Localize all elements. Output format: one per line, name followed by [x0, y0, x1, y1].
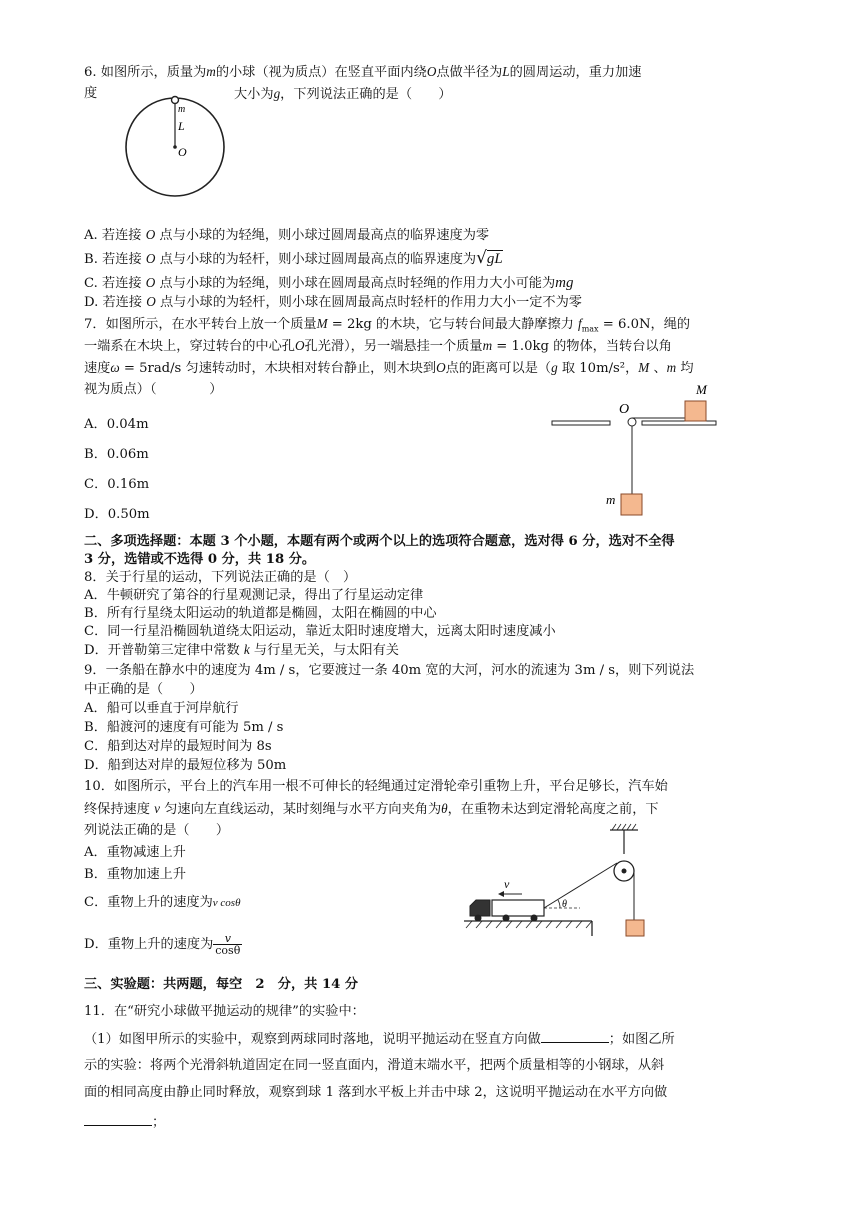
fig-label-M: M [696, 382, 707, 397]
q8-option-d: D．开普勒第三定律中常数 k 与行星无关，与太阳有关 [84, 642, 399, 658]
q11-part1-line1: （1）如图甲所示的实验中，观察到两球同时落地，说明平抛运动在竖直方向做 ；如图乙所 [84, 1032, 675, 1047]
hole-pulley [628, 418, 636, 426]
q10-option-b: B．重物加速上升 [84, 867, 187, 882]
q6-circle-figure [110, 92, 250, 202]
q11-stem: 11．在“研究小球做平抛运动的规律”的实验中： [84, 1004, 365, 1019]
table-left [552, 421, 610, 425]
q7-option-a: A．0.04m [84, 417, 149, 432]
answer-blank[interactable] [84, 1113, 152, 1126]
q7-option-d: D．0.50m [84, 507, 150, 522]
fig-label-O: O [619, 402, 630, 417]
q9-stem-line1: 9．一条船在静水中的速度为 4m / s，它要渡过一条 40m 宽的大河，河水的流速为 3m / s，则下列说法 [84, 663, 695, 678]
q11-part1-line3: 面的相同高度由静止同时释放，观察到球 1 落到水平板上并击中球 2，这说明平抛运动在水平方向做 [84, 1085, 668, 1100]
q7-stem-line3: 速度ω = 5rad/s 匀速转动时，木块相对转台静止，则木块到O点的距离可以是（g 取 10m/s²，M 、m 均 [84, 360, 694, 376]
velocity-arrowhead [498, 891, 504, 897]
fig-label-theta: θ [562, 899, 567, 910]
q10-stem-line1: 10．如图所示，平台上的汽车用一根不可伸长的轻绳通过定滑轮牵引重物上升，平台足够长，汽车始 [84, 779, 668, 794]
sqrt-sign: √ [476, 248, 487, 268]
platform-hatch [466, 921, 592, 928]
q10-stem-line3: 列说法正确的是（ ） [84, 823, 230, 838]
q9-option-a: A．船可以垂直于河岸航行 [84, 701, 239, 716]
ceiling-hatch [612, 824, 636, 830]
q9-option-c: C．船到达对岸的最短时间为 8s [84, 739, 272, 754]
angle-arc [558, 900, 560, 908]
q7-stem-line4: 视为质点）（ ） [84, 382, 223, 397]
weight-block [626, 920, 644, 936]
q6-stem-line2a: 度 [84, 86, 98, 101]
q9-option-d: D．船到达对岸的最短位移为 50m [84, 758, 287, 773]
wheel-1 [475, 915, 482, 922]
q7-stem-line1: 7．如图所示，在水平转台上放一个质量M = 2kg 的木块，它与转台间最大静摩擦力 $f_{max} = 6.0N$，绳的 [84, 316, 691, 334]
q10-truck-pulley-figure [462, 818, 642, 938]
truck-cab [470, 900, 490, 916]
q11-part1-line4: ； [84, 1113, 165, 1132]
fig-label-v: v [504, 877, 510, 891]
q8-option-a: A．牛顿研究了第谷的行星观测记录，得出了行星运动定律 [84, 588, 424, 603]
q11-part1-line2: 示的实验：将两个光滑斜轨道固定在同一竖直面内，滑道末端水平，把两个质量相等的小钢球，从斜 [84, 1058, 665, 1073]
fig-label-m: m [178, 104, 186, 115]
q6-stem-line2b: 大小为g，下列说法正确的是（ ） [234, 86, 452, 102]
q6-stem-line1: 6. 如图所示，质量为m的小球（视为质点）在竖直平面内绕O点做半径为L的圆周运动，重力加速 [84, 64, 642, 80]
wheel-2 [503, 915, 510, 922]
q6-option-c: C. 若连接 O 点与小球的为轻绳，则小球在圆周最高点时轻绳的作用力大小可能为mg [84, 275, 574, 291]
fig-label-L: L [178, 119, 185, 133]
section2-heading-line2: 3 分，选错或不选得 0 分，共 18 分。 [84, 552, 316, 567]
q9-option-b: B．船渡河的速度有可能为 5m / s [84, 720, 284, 735]
q8-stem: 8．关于行星的运动，下列说法正确的是（ ） [84, 570, 357, 585]
q6-option-a: A. 若连接 O 点与小球的为轻绳，则小球过圆周最高点的临界速度为零 [84, 227, 490, 243]
q8-option-c: C．同一行星沿椭圆轨道绕太阳运动，靠近太阳时速度增大，远离太阳时速度减小 [84, 624, 556, 639]
truck-trailer [492, 900, 544, 916]
fig-label-O: O [178, 145, 187, 159]
q7-option-b: B．0.06m [84, 447, 149, 462]
table-right [642, 421, 716, 425]
q10-option-d: D．重物上升的速度为 $\frac{v}{\cos\theta}$ [84, 932, 241, 957]
q9-stem-line2: 中正确的是（ ） [84, 682, 203, 697]
wheel-3 [531, 915, 538, 922]
ball [172, 97, 179, 104]
section3-heading: 三、实验题：共两题，每空 2 分，共 14 分 [84, 977, 359, 992]
rope-to-truck [544, 863, 617, 908]
section2-heading-line1: 二、多项选择题：本题 3 个小题，本题有两个或两个以上的选项符合题意，选对得 6 分，选对不全得 [84, 534, 675, 549]
block-M [685, 401, 706, 421]
pulley-axle [622, 869, 627, 874]
fraction: $\frac{v}{\cos\theta}$ [215, 932, 241, 957]
block-m [621, 494, 642, 515]
q6-option-d: D. 若连接 O 点与小球的为轻杆，则小球在圆周最高点时轻杆的作用力大小一定不为零 [84, 294, 582, 310]
answer-blank[interactable] [541, 1030, 609, 1043]
q7-turntable-figure [548, 378, 728, 528]
q8-option-b: B．所有行星绕太阳运动的轨道都是椭圆，太阳在椭圆的中心 [84, 606, 437, 621]
q10-option-c: C．重物上升的速度为v cosθ [84, 895, 241, 910]
fig-label-m: m [606, 492, 616, 507]
center-dot [173, 145, 177, 149]
q10-stem-line2: 终保持速度 v 匀速向左直线运动，某时刻绳与水平方向夹角为θ，在重物未达到定滑轮高度之前，下 [84, 801, 659, 817]
q7-stem-line2: 一端系在木块上，穿过转台的中心孔O孔光滑），另一端悬挂一个质量m = 1.0kg 的物体，当转台以角 [84, 338, 672, 354]
q7-option-c: C．0.16m [84, 477, 150, 492]
q10-option-a: A．重物减速上升 [84, 845, 186, 860]
q6-option-b: B. 若连接 O 点与小球的为轻杆，则小球过圆周最高点的临界速度为√gL [84, 248, 503, 268]
